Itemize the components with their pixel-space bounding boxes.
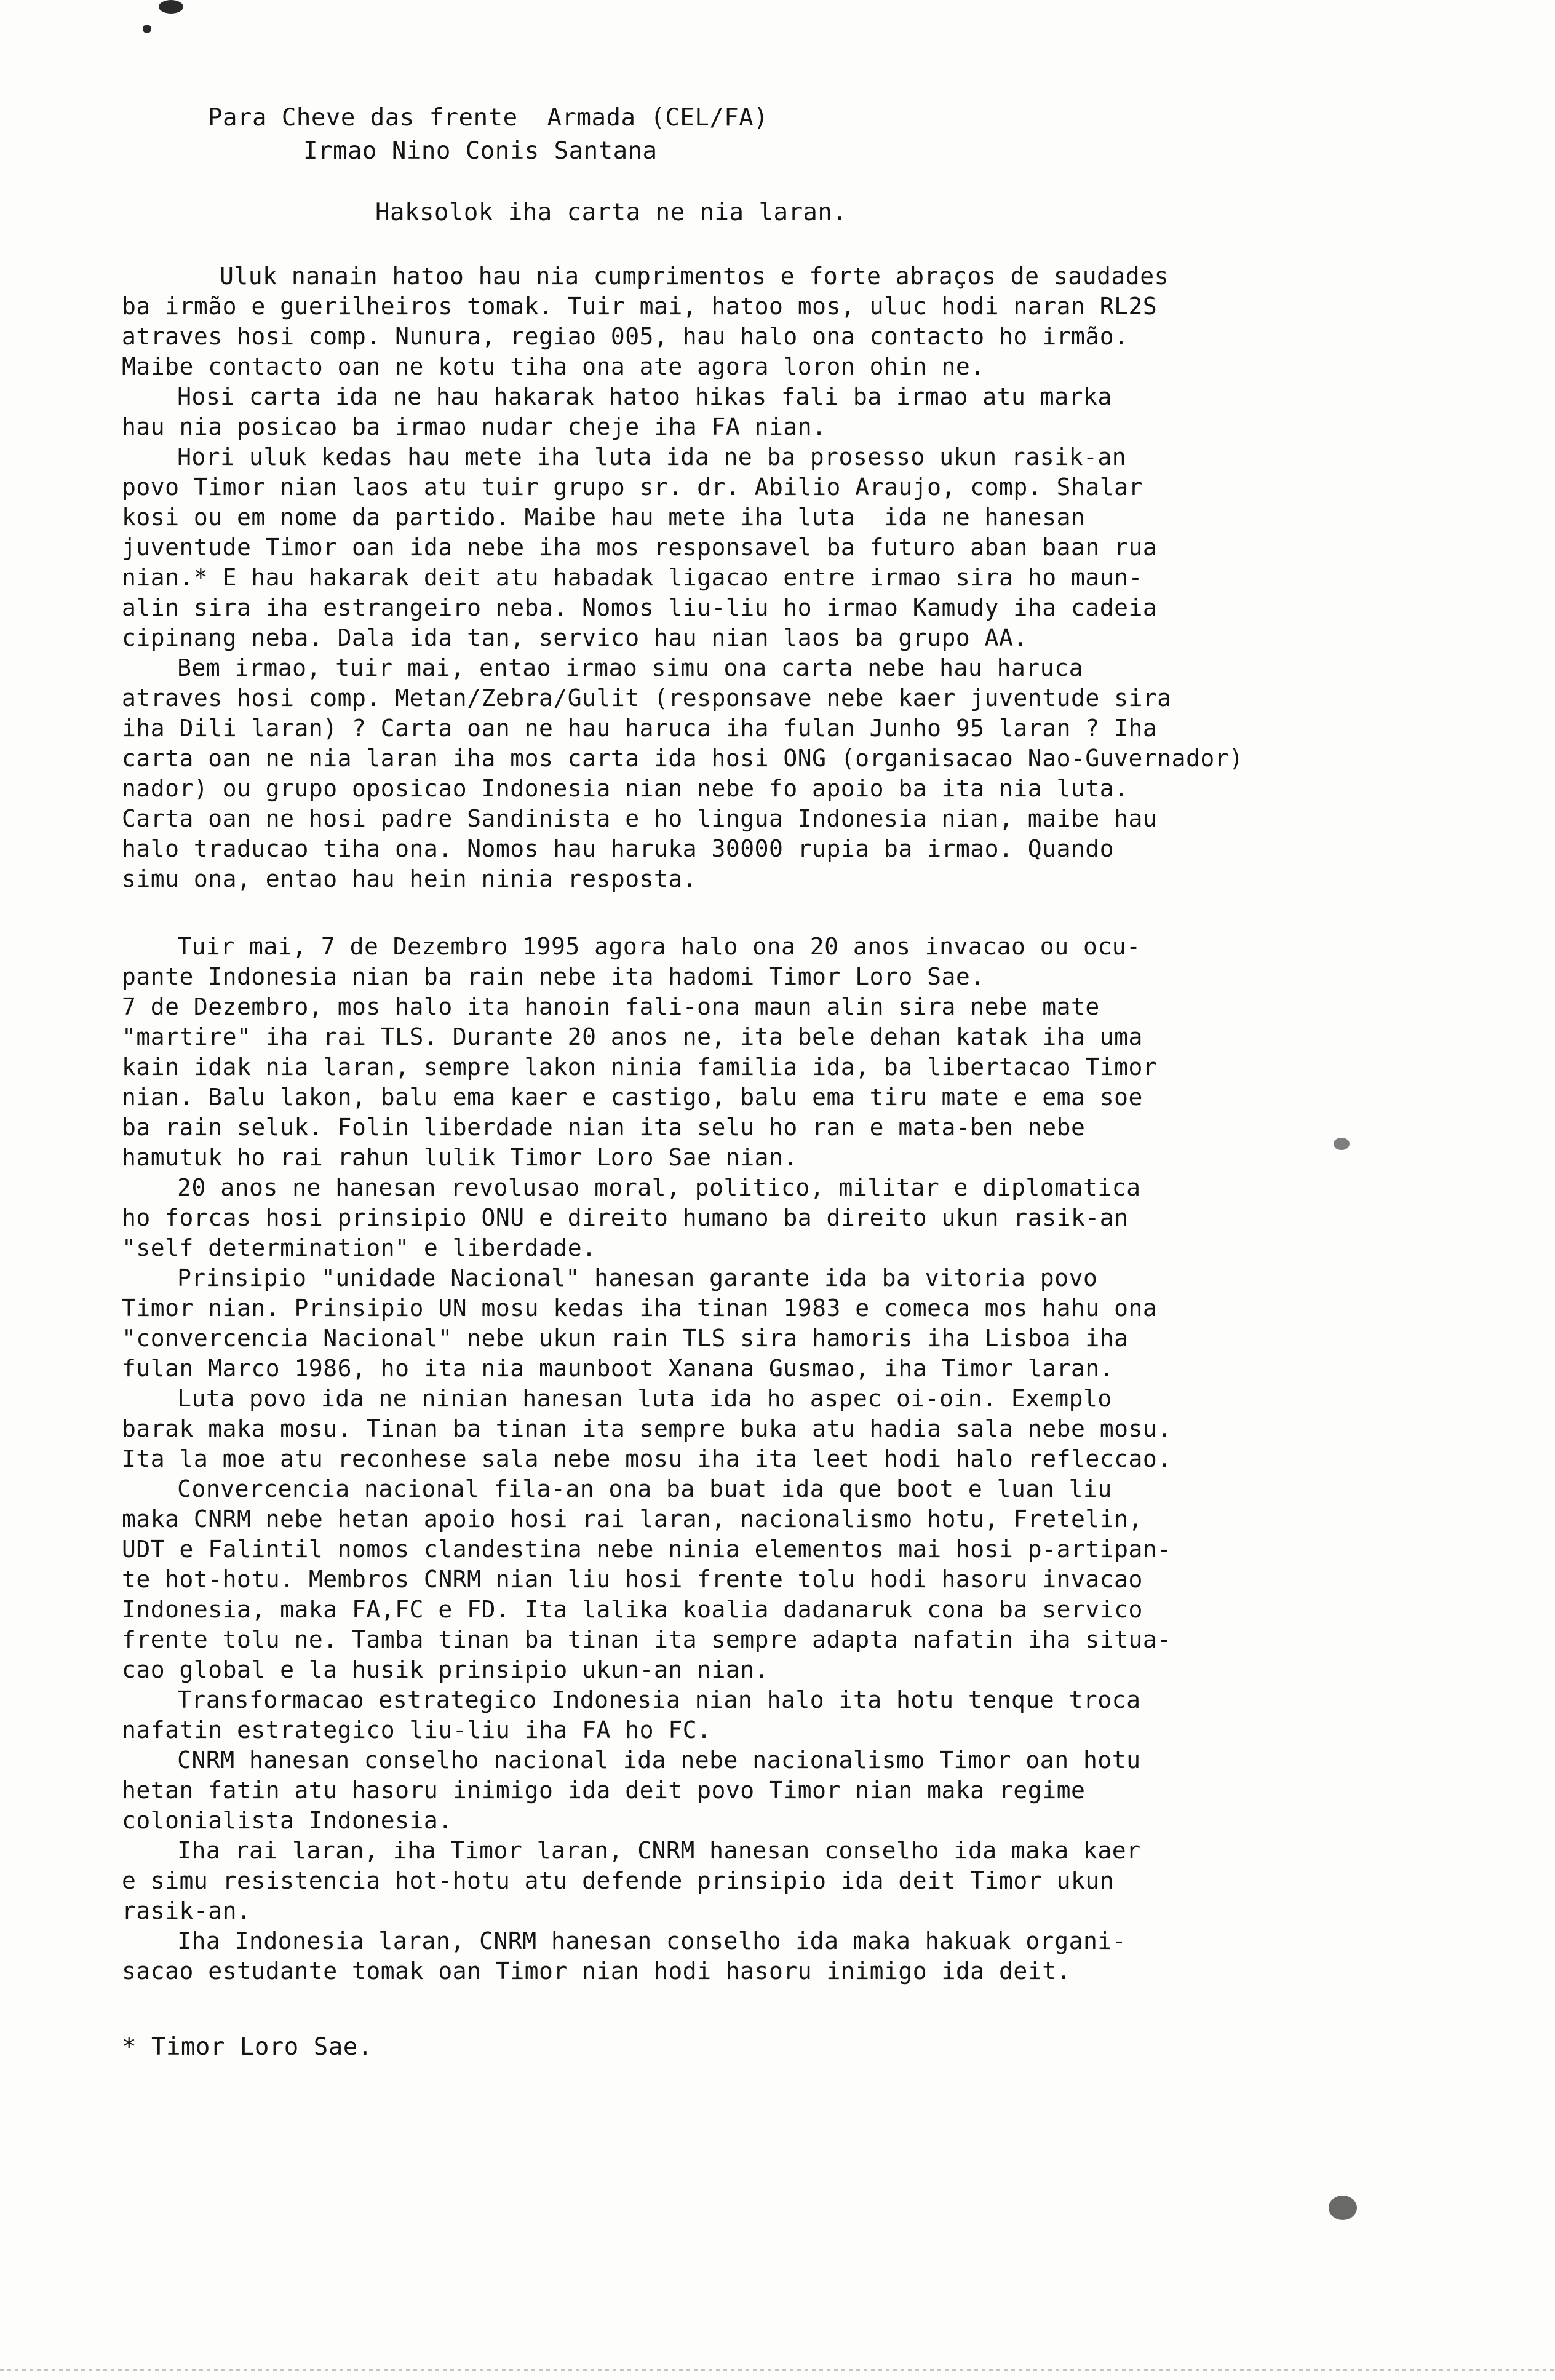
addressee-line: Para Cheve das frente Armada (CEL/FA)	[208, 104, 769, 132]
body-line: Maibe contacto oan ne kotu tiha ona ate agora loron ohin ne.	[122, 353, 985, 380]
ink-speck	[1334, 1138, 1350, 1150]
body-line: colonialista Indonesia.	[122, 1807, 453, 1834]
body-line: fulan Marco 1986, ho ita nia maunboot Xanana Gusmao, iha Timor laran.	[122, 1355, 1115, 1382]
body-line: maka CNRM nebe hetan apoio hosi rai laran, nacionalismo hotu, Fretelin,	[122, 1505, 1143, 1533]
body-line: Tuir mai, 7 de Dezembro 1995 agora halo ona 20 anos invacao ou ocu-	[134, 933, 1141, 960]
body-line: barak maka mosu. Tinan ba tinan ita sempre buka atu hadia sala nebe mosu.	[122, 1415, 1172, 1442]
footnote: * Timor Loro Sae.	[122, 2033, 373, 2061]
body-line: povo Timor nian laos atu tuir grupo sr. dr. Abilio Araujo, comp. Shalar	[122, 474, 1143, 501]
body-line: Iha Indonesia laran, CNRM hanesan conselho ida maka hakuak organi-	[134, 1927, 1127, 1954]
body-line: Indonesia, maka FA,FC e FD. Ita lalika koalia dadanaruk cona ba servico	[122, 1596, 1143, 1623]
body-line: Hori uluk kedas hau mete iha luta ida ne ba prosesso ukun rasik-an	[134, 443, 1127, 470]
body-line: 20 anos ne hanesan revolusao moral, politico, militar e diplomatica	[134, 1174, 1141, 1201]
body-line: Timor nian. Prinsipio UN mosu kedas iha tinan 1983 e comeca mos hahu ona	[122, 1295, 1158, 1322]
recipient-name: Irmao Nino Conis Santana	[303, 137, 658, 165]
body-line: ba irmão e guerilheiros tomak. Tuir mai, hatoo mos, uluc hodi naran RL2S	[122, 293, 1158, 320]
body-line: sacao estudante tomak oan Timor nian hodi hasoru inimigo ida deit.	[122, 1958, 1071, 1985]
body-line: nafatin estrategico liu-liu iha FA ho FC.	[122, 1716, 712, 1743]
body-line: pante Indonesia nian ba rain nebe ita hadomi Timor Loro Sae.	[122, 963, 985, 990]
body-line: Bem irmao, tuir mai, entao irmao simu ona carta nebe hau haruca	[134, 654, 1083, 681]
body-line: nian. Balu lakon, balu ema kaer e castigo, balu ema tiru mate e ema soe	[122, 1084, 1143, 1111]
body-line: Transformacao estrategico Indonesia nian halo ita hotu tenque troca	[134, 1686, 1141, 1713]
body-line: atraves hosi comp. Nunura, regiao 005, hau halo ona contacto ho irmão.	[122, 323, 1129, 350]
body-line: rasik-an.	[122, 1897, 252, 1924]
body-line: te hot-hotu. Membros CNRM nian liu hosi frente tolu hodi hasoru invacao	[122, 1566, 1143, 1593]
body-line: cipinang neba. Dala ida tan, servico hau nian laos ba grupo AA.	[122, 624, 1028, 651]
body-line: kosi ou em nome da partido. Maibe hau mete iha luta ida ne hanesan	[122, 504, 1086, 531]
body-line: kain idak nia laran, sempre lakon ninia familia ida, ba libertacao Timor	[122, 1053, 1158, 1081]
body-line: Hosi carta ida ne hau hakarak hatoo hikas fali ba irmao atu marka	[134, 383, 1112, 410]
body-line: iha Dili laran) ? Carta oan ne hau haruca iha fulan Junho 95 laran ? Iha	[122, 715, 1158, 742]
body-line: Convercencia nacional fila-an ona ba buat ida que boot e luan liu	[134, 1475, 1112, 1502]
scan-edge-rule	[0, 2369, 1555, 2371]
body-line: "martire" iha rai TLS. Durante 20 anos ne, ita bele dehan katak iha uma	[122, 1023, 1143, 1050]
body-line: Prinsipio "unidade Nacional" hanesan garante ida ba vitoria povo	[134, 1264, 1098, 1291]
body-line: cao global e la husik prinsipio ukun-an nian.	[122, 1656, 770, 1683]
body-line: hetan fatin atu hasoru inimigo ida deit povo Timor nian maka regime	[122, 1777, 1086, 1804]
body-line: frente tolu ne. Tamba tinan ba tinan ita sempre adapta nafatin iha situa-	[122, 1626, 1172, 1653]
body-line: CNRM hanesan conselho nacional ida nebe nacionalismo Timor oan hotu	[134, 1747, 1141, 1774]
body-line: carta oan ne nia laran iha mos carta ida hosi ONG (organisacao Nao-Guvernador)	[122, 745, 1244, 772]
body-line: juventude Timor oan ida nebe iha mos responsavel ba futuro aban baan rua	[122, 534, 1158, 561]
subject-line: Haksolok iha carta ne nia laran.	[375, 199, 848, 226]
body-line: alin sira iha estrangeiro neba. Nomos liu-liu ho irmao Kamudy iha cadeia	[122, 594, 1158, 621]
body-line: Iha rai laran, iha Timor laran, CNRM hanesan conselho ida maka kaer	[134, 1837, 1141, 1864]
body-line: hau nia posicao ba irmao nudar cheje iha FA nian.	[122, 413, 827, 440]
body-line: e simu resistencia hot-hotu atu defende prinsipio ida deit Timor ukun	[122, 1867, 1115, 1894]
body-line: simu ona, entao hau hein ninia resposta.	[122, 865, 698, 892]
body-line: halo traducao tiha ona. Nomos hau haruka 30000 rupia ba irmao. Quando	[122, 835, 1115, 862]
body-line: "self determination" e liberdade.	[122, 1234, 597, 1261]
body-line: nador) ou grupo oposicao Indonesia nian nebe fo apoio ba ita nia luta.	[122, 775, 1129, 802]
body-line: ba rain seluk. Folin liberdade nian ita selu ho ran e mata-ben nebe	[122, 1114, 1086, 1141]
body-line: UDT e Falintil nomos clandestina nebe ninia elementos mai hosi p-artipan-	[122, 1536, 1172, 1563]
body-line: atraves hosi comp. Metan/Zebra/Gulit (responsave nebe kaer juventude sira	[122, 684, 1172, 712]
body-line: Ita la moe atu reconhese sala nebe mosu iha ita leet hodi halo refleccao.	[122, 1445, 1172, 1472]
body-line: Carta oan ne hosi padre Sandinista e ho lingua Indonesia nian, maibe hau	[122, 805, 1158, 832]
body-line: "convercencia Nacional" nebe ukun rain TLS sira hamoris iha Lisboa iha	[122, 1325, 1129, 1352]
body-line: 7 de Dezembro, mos halo ita hanoin fali-ona maun alin sira nebe mate	[122, 993, 1100, 1020]
ink-speck	[1329, 2196, 1357, 2220]
body-line: Uluk nanain hatoo hau nia cumprimentos e forte abraços de saudades	[220, 263, 1169, 290]
body-line: Luta povo ida ne ninian hanesan luta ida ho aspec oi-oin. Exemplo	[134, 1385, 1112, 1412]
body-line: nian.* E hau hakarak deit atu habadak ligacao entre irmao sira ho maun-	[122, 564, 1143, 591]
ink-speck	[143, 25, 151, 33]
body-line: ho forcas hosi prinsipio ONU e direito humano ba direito ukun rasik-an	[122, 1204, 1129, 1231]
ink-speck	[159, 0, 183, 14]
body-line: hamutuk ho rai rahun lulik Timor Loro Sae nian.	[122, 1144, 798, 1171]
